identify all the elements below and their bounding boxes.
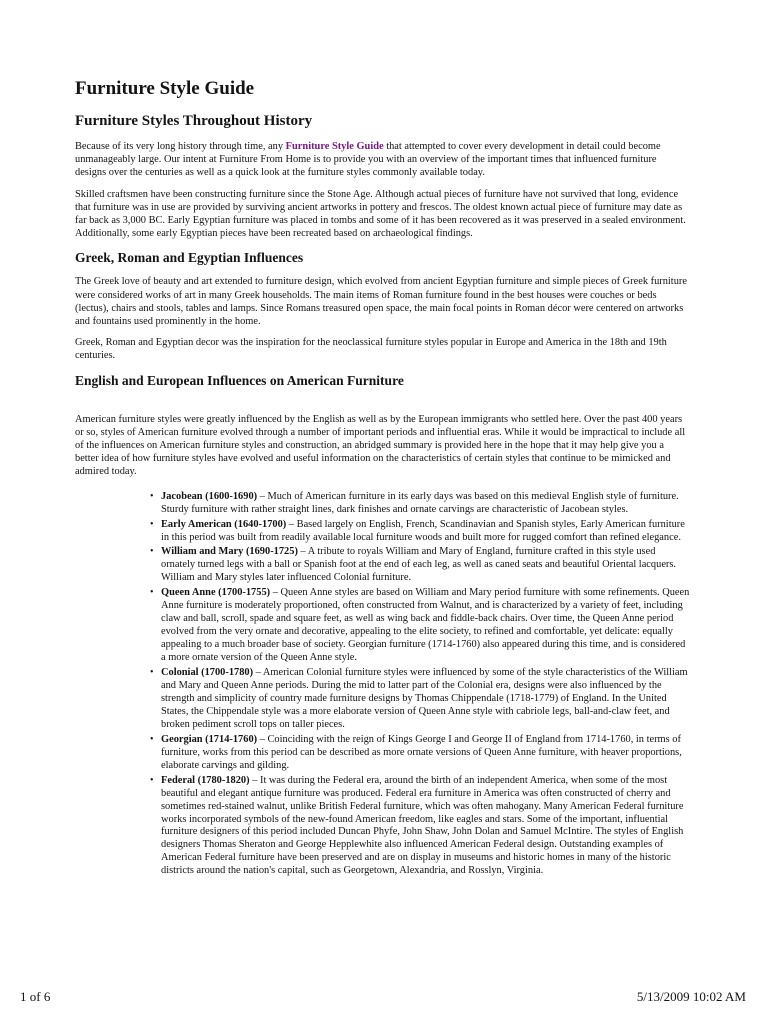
list-item: • William and Mary (1690-1725) – A tribute to royals William and Mary of England, furniture crafted in this style used ornately turned legs with a ball or Spanish foot at the end of each leg, as well as caned seats and beautiful Oriental lacquers. William and Mary styles later influenced Colonial furniture. [150, 546, 690, 585]
craftsmen-paragraph: Skilled craftsmen have been constructing furniture since the Stone Age. Although actual pieces of furniture have not survived that long, evidence that furniture was in use are provided by surviving ancient artworks in pottery and frescos. The oldest known actual piece of furniture may date as far back as 3,000 BC. Early Egyptian furniture was placed in tombs and some of it has been recovered as it was preserved in a sealed environment. Additionally, some early Egyptian pieces have been recreated based on archaeological findings. [75, 188, 686, 240]
english-european-heading: English and European Influences on American Furniture [75, 372, 404, 388]
greek-roman-egyptian-heading: Greek, Roman and Egyptian Influences [75, 250, 304, 266]
greek-paragraph-1: The Greek love of beauty and art extended to furniture design, which evolved from ancient Egyptian furniture and simple pieces of Greek furniture were considered works of art in many Greek households. The main items of Roman furniture found in the best houses were couches or beds (lectus), chairs and stools, tables and lamps. Since Romans treasured open space, the main focal points in Roman décor were centered on artworks and fountains used prominently in the home. [75, 276, 687, 328]
list-item: • Early American (1640-1700) – Based largely on English, French, Scandinavian and Spanish styles, Early American furniture in this period was built from readily available local furniture woods and built more for rugged comfort than refined elegance. [150, 519, 690, 545]
print-timestamp: 5/13/2009 10:02 AM [636, 989, 746, 1004]
styles-list [150, 491, 690, 879]
page-title: Furniture Style Guide [75, 78, 255, 99]
list-item: • Jacobean (1600-1690) – Much of American furniture in its early days was based on this medieval English style of furniture. Sturdy furniture with rather straight lines, dark finishes and ornate carvings are characteristic of Jacobean styles. [150, 491, 690, 517]
page-subtitle: Furniture Styles Throughout History [75, 113, 313, 129]
list-item: • Colonial (1700-1780) – American Colonial furniture styles were influenced by some of the style characteristics of the William and Mary and Queen Anne periods. During the mid to latter part of the Colonial era, designs were also influenced by the strength and simplicity of country made furniture designs by Thomas Chippendale (1718-1779) of England. In the United States, the Chippendale style was a more elaborate version of Queen Anne style with cabriole legs, ball-and-claw feet, and broken pediment scroll tops on taller pieces. [150, 667, 690, 732]
list-item: • Federal (1780-1820) – It was during the Federal era, around the birth of an independent America, when some of the most beautiful and elegant antique furniture was produced. Federal era furniture in America was often constructed of cherry and sometimes red-stained walnut, unlike British Federal furniture, which was often mahogany. Many American Federal furniture works incorporated symbols of the new-found American freedom, like eagles and stars. Some of the important, influential furniture designers of this period included Duncan Phyfe, John Shaw, John Dolan and Samuel McIntire. The styles of English designers Thomas Sheraton and George Hepplewhite also influenced American Federal design. Outstanding examples of American Federal furniture have been preserved and are on display in museums and historic homes in many of the historic districts around the nation's capital, such as Georgetown, Alexandria, and Rosslyn, Virginia. [150, 775, 690, 879]
intro-paragraph: Because of its very long history through time, any Furniture Style Guide that attempted to cover every development in detail could become unmanageably large. Our intent at Furniture From Home is to provide you with an overview of the important times that influenced furniture designs over the centuries as well as a quick look at the furniture styles commonly available today. [75, 141, 661, 179]
greek-paragraph-2: Greek, Roman and Egyptian decor was the inspiration for the neoclassical furniture styles popular in Europe and America in the 18th and 19th centuries. [75, 337, 667, 362]
english-paragraph: American furniture styles were greatly influenced by the English as well as by the European immigrants who settled here. Over the past 400 years or so, styles of American furniture evolved through a number of important periods and influential eras. While it would be impractical to include all of the influences on American furniture styles and construction, an abridged summary is provided here in the hope that it may help give you a better idea of how furniture styles have evolved and useful information on the characteristics of certain styles that continue to be mimicked and admired today. [75, 413, 686, 478]
list-item: • Queen Anne (1700-1755) – Queen Anne styles are based on William and Mary period furniture with some refinements. Queen Anne furniture is moderately proportioned, often constructed from Walnut, and is characterized by a variety of feet, including claw and ball, scroll, spade and square feet, as well as wing back and fiddle-back chairs. Over time, the Queen Anne period evolved from the very ornate and decorative, appealing to the elite society, to refined and comfortable, yet delicate: equally appealing to a much broader base of society. Georgian furniture (1714-1760) also appeared during this time, and is considered a more ornate version of the Queen Anne style. [150, 587, 690, 665]
page-number: 1 of 6 [20, 989, 51, 1004]
document-body [75, 70, 690, 880]
list-item: • Georgian (1714-1760) – Coinciding with the reign of Kings George I and George II of England from 1714-1760, in terms of furniture, works from this period can be described as more ornate versions of Queen Anne furniture, with heaver proportions, elaborate carvings and gilding. [150, 734, 690, 773]
furniture-style-guide-link[interactable]: Furniture Style Guide [285, 141, 384, 152]
